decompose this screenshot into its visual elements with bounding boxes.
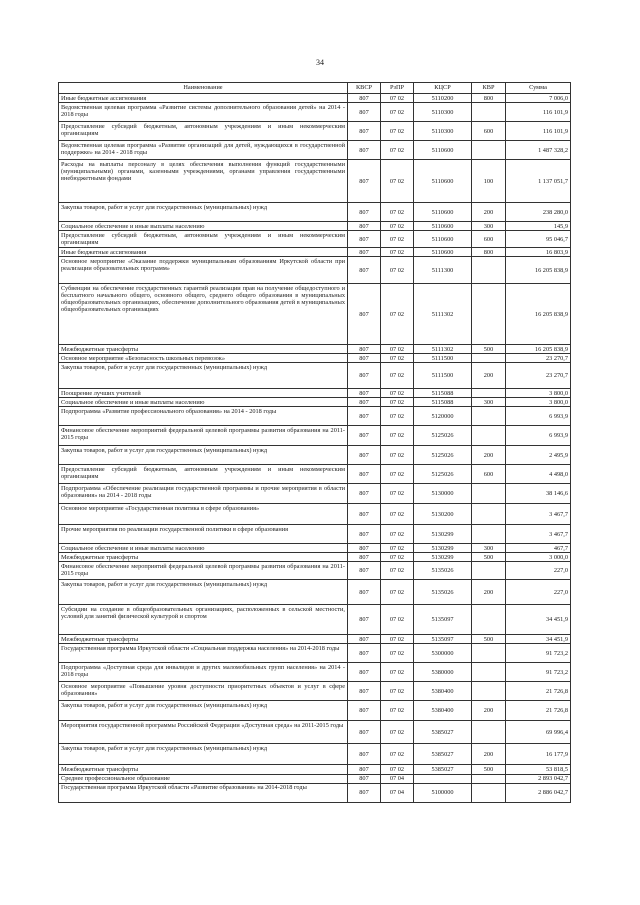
- cell-kvsr: 807: [348, 682, 381, 701]
- cell-rzpr: 07 02: [381, 553, 414, 562]
- cell-kvr: 500: [472, 553, 506, 562]
- cell-kcsr: 5111500: [414, 354, 472, 363]
- cell-name: Межбюджетные трансферты: [59, 635, 348, 644]
- cell-kvr: 500: [472, 765, 506, 774]
- table-row: [59, 94, 571, 103]
- cell-kcsr: 5110200: [414, 94, 472, 103]
- cell-rzpr: 07 02: [381, 345, 414, 354]
- table-row: [59, 644, 571, 663]
- cell-sum: 21 726,8: [506, 682, 571, 701]
- cell-sum: 16 205 838,9: [506, 257, 571, 284]
- cell-name: Ведомственная целевая программа «Развитие организаций для детей, нуждающихся в государственной поддержке» на 2014 - 2018 годы: [59, 141, 348, 160]
- table-row: [59, 721, 571, 744]
- cell-kvr: 200: [472, 580, 506, 605]
- cell-sum: 16 803,9: [506, 248, 571, 257]
- cell-rzpr: 07 02: [381, 562, 414, 580]
- cell-rzpr: 07 02: [381, 257, 414, 284]
- cell-kcsr: 5135097: [414, 605, 472, 635]
- cell-kvsr: 807: [348, 103, 381, 122]
- cell-kvsr: 807: [348, 389, 381, 398]
- cell-kvr: [472, 257, 506, 284]
- cell-rzpr: 07 02: [381, 203, 414, 222]
- cell-sum: 53 818,5: [506, 765, 571, 774]
- table-row: [59, 222, 571, 231]
- cell-kcsr: 5110300: [414, 103, 472, 122]
- table-row: [59, 426, 571, 446]
- cell-kvsr: 807: [348, 765, 381, 774]
- cell-name: Расходы на выплаты персоналу в целях обеспечения выполнения функций государственными (муниципальными) органами, казенными учреждениями, органами управления государственными внебюджетными фондами: [59, 160, 348, 203]
- cell-kvr: [472, 525, 506, 544]
- cell-kvr: [472, 644, 506, 663]
- cell-name: Закупка товаров, работ и услуг для государственных (муниципальных) нужд: [59, 744, 348, 765]
- cell-kcsr: 5115088: [414, 389, 472, 398]
- cell-kvr: 600: [472, 122, 506, 141]
- table-row: [59, 544, 571, 553]
- cell-kvsr: 807: [348, 122, 381, 141]
- cell-name: Закупка товаров, работ и услуг для государственных (муниципальных) нужд: [59, 203, 348, 222]
- cell-kvr: [472, 354, 506, 363]
- cell-kvsr: 807: [348, 345, 381, 354]
- cell-rzpr: 07 04: [381, 783, 414, 802]
- cell-name: Основное мероприятие «Безопасность школьных перевозок»: [59, 354, 348, 363]
- cell-rzpr: 07 02: [381, 765, 414, 774]
- header-rzpr: РзПР: [381, 83, 414, 94]
- header-sum: Сумма: [506, 83, 571, 94]
- cell-sum: 2 886 042,7: [506, 783, 571, 802]
- cell-sum: 16 205 838,9: [506, 345, 571, 354]
- cell-sum: 3 000,0: [506, 553, 571, 562]
- cell-kvsr: 807: [348, 663, 381, 682]
- cell-sum: 116 101,9: [506, 122, 571, 141]
- cell-kvsr: 807: [348, 257, 381, 284]
- cell-name: Подпрограмма «Доступная среда для инвалидов и других маломобильных групп населения» на 2014 - 2018 годы: [59, 663, 348, 682]
- header-name: Наименование: [59, 83, 348, 94]
- cell-sum: 145,9: [506, 222, 571, 231]
- cell-sum: 69 996,4: [506, 721, 571, 744]
- cell-sum: 1 487 328,2: [506, 141, 571, 160]
- table-row: [59, 141, 571, 160]
- cell-kcsr: 5135026: [414, 580, 472, 605]
- cell-kcsr: 5300000: [414, 644, 472, 663]
- cell-kvsr: 807: [348, 580, 381, 605]
- cell-sum: 2 495,9: [506, 446, 571, 465]
- cell-kvr: 200: [472, 446, 506, 465]
- cell-name: Предоставление субсидий бюджетным, автономным учреждениям и иным некоммерческим организациям: [59, 231, 348, 248]
- cell-sum: 16 205 838,9: [506, 284, 571, 345]
- cell-kvsr: 807: [348, 363, 381, 389]
- table-row: [59, 103, 571, 122]
- cell-kvr: [472, 484, 506, 504]
- cell-name: Финансовое обеспечение мероприятий федеральной целевой программы развития образования на 2011-2015 годы: [59, 562, 348, 580]
- cell-name: Среднее профессиональное образование: [59, 774, 348, 783]
- cell-kvr: 300: [472, 398, 506, 407]
- cell-kvr: 300: [472, 222, 506, 231]
- table-row: [59, 284, 571, 345]
- cell-kcsr: 5125026: [414, 446, 472, 465]
- cell-kvsr: 807: [348, 446, 381, 465]
- cell-kvr: 500: [472, 345, 506, 354]
- cell-kvr: [472, 682, 506, 701]
- cell-name: Государственная программа Иркутской области «Развитие образования» на 2014-2018 годы: [59, 783, 348, 802]
- cell-kcsr: 5110600: [414, 141, 472, 160]
- table-row: [59, 389, 571, 398]
- cell-kvsr: 807: [348, 774, 381, 783]
- cell-sum: 467,7: [506, 544, 571, 553]
- cell-rzpr: 07 02: [381, 284, 414, 345]
- cell-name: Межбюджетные трансферты: [59, 345, 348, 354]
- cell-name: Финансовое обеспечение мероприятий федеральной целевой программы развития образования на 2011-2015 годы: [59, 426, 348, 446]
- header-kvsr: КВСР: [348, 83, 381, 94]
- cell-kvr: 200: [472, 744, 506, 765]
- cell-kcsr: 5111302: [414, 284, 472, 345]
- cell-sum: 227,0: [506, 562, 571, 580]
- cell-kvsr: 807: [348, 562, 381, 580]
- table-row: [59, 446, 571, 465]
- cell-kcsr: 5130200: [414, 504, 472, 525]
- cell-kvsr: 807: [348, 407, 381, 426]
- cell-name: Социальное обеспечение и иные выплаты населению: [59, 544, 348, 553]
- cell-sum: 1 137 051,7: [506, 160, 571, 203]
- cell-kvsr: 807: [348, 398, 381, 407]
- cell-kvsr: 807: [348, 141, 381, 160]
- cell-kcsr: 5380000: [414, 663, 472, 682]
- cell-name: Государственная программа Иркутской области «Социальная поддержка населения» на 2014-2018 годы: [59, 644, 348, 663]
- cell-kvr: [472, 407, 506, 426]
- cell-name: Закупка товаров, работ и услуг для государственных (муниципальных) нужд: [59, 363, 348, 389]
- cell-kvr: [472, 504, 506, 525]
- cell-kcsr: 5110600: [414, 231, 472, 248]
- cell-rzpr: 07 02: [381, 544, 414, 553]
- table-row: [59, 465, 571, 484]
- cell-name: Закупка товаров, работ и услуг для государственных (муниципальных) нужд: [59, 701, 348, 721]
- cell-kvr: 600: [472, 465, 506, 484]
- cell-rzpr: 07 02: [381, 389, 414, 398]
- cell-kcsr: 5111500: [414, 363, 472, 389]
- cell-rzpr: 07 02: [381, 354, 414, 363]
- cell-rzpr: 07 02: [381, 525, 414, 544]
- cell-kvsr: 807: [348, 721, 381, 744]
- cell-kvr: 600: [472, 231, 506, 248]
- cell-kvr: [472, 426, 506, 446]
- cell-sum: 23 270,7: [506, 354, 571, 363]
- cell-kcsr: 5130299: [414, 544, 472, 553]
- cell-sum: 91 723,2: [506, 663, 571, 682]
- cell-kvr: [472, 103, 506, 122]
- cell-sum: 23 270,7: [506, 363, 571, 389]
- cell-rzpr: 07 02: [381, 94, 414, 103]
- cell-sum: 238 280,0: [506, 203, 571, 222]
- cell-rzpr: 07 02: [381, 701, 414, 721]
- cell-kvsr: 807: [348, 284, 381, 345]
- cell-name: Межбюджетные трансферты: [59, 553, 348, 562]
- cell-sum: 91 723,2: [506, 644, 571, 663]
- cell-sum: 6 993,9: [506, 426, 571, 446]
- cell-rzpr: 07 02: [381, 231, 414, 248]
- cell-kvsr: 807: [348, 222, 381, 231]
- cell-sum: 16 177,9: [506, 744, 571, 765]
- cell-kcsr: 5125026: [414, 426, 472, 446]
- cell-kcsr: 5111300: [414, 257, 472, 284]
- cell-name: Социальное обеспечение и иные выплаты населению: [59, 398, 348, 407]
- table-row: [59, 580, 571, 605]
- table-row: [59, 744, 571, 765]
- cell-kvr: 100: [472, 160, 506, 203]
- table-row: [59, 398, 571, 407]
- cell-sum: 34 451,9: [506, 605, 571, 635]
- cell-rzpr: 07 02: [381, 744, 414, 765]
- cell-rzpr: 07 02: [381, 682, 414, 701]
- cell-kcsr: [414, 774, 472, 783]
- cell-kcsr: 5111302: [414, 345, 472, 354]
- cell-rzpr: 07 02: [381, 644, 414, 663]
- cell-name: Прочие мероприятия по реализации государственной политики в сфере образования: [59, 525, 348, 544]
- cell-kvsr: 807: [348, 544, 381, 553]
- cell-kvsr: 807: [348, 160, 381, 203]
- cell-kvr: 200: [472, 363, 506, 389]
- cell-sum: 6 993,9: [506, 407, 571, 426]
- cell-name: Основное мероприятие «Повышение уровня доступности приоритетных объектов и услуг в сфере образования»: [59, 682, 348, 701]
- cell-rzpr: 07 02: [381, 465, 414, 484]
- cell-sum: 3 467,7: [506, 525, 571, 544]
- table-row: [59, 783, 571, 802]
- cell-kvr: [472, 562, 506, 580]
- cell-kvr: [472, 663, 506, 682]
- cell-name: Предоставление субсидий бюджетным, автономным учреждениям и иным некоммерческим организациям: [59, 122, 348, 141]
- cell-rzpr: 07 02: [381, 605, 414, 635]
- cell-kvsr: 807: [348, 426, 381, 446]
- table-row: [59, 484, 571, 504]
- cell-sum: 116 101,9: [506, 103, 571, 122]
- table-row: [59, 663, 571, 682]
- cell-kvsr: 807: [348, 203, 381, 222]
- table-row: [59, 635, 571, 644]
- cell-sum: 3 467,7: [506, 504, 571, 525]
- cell-kvsr: 807: [348, 635, 381, 644]
- table-body: [59, 94, 571, 803]
- cell-name: Субвенции на обеспечение государственных гарантий реализации прав на получение общедоступного и бесплатного начального общего, основного общего, среднего общего образования в муниципальных общеобразовательных организациях, обеспечение дополнительного образования детей в муниципальных общеобразовательных организациях: [59, 284, 348, 345]
- table-row: [59, 504, 571, 525]
- cell-rzpr: 07 02: [381, 721, 414, 744]
- cell-kcsr: 5385027: [414, 765, 472, 774]
- cell-rzpr: 07 02: [381, 103, 414, 122]
- cell-kcsr: 5380400: [414, 701, 472, 721]
- cell-kcsr: 5385027: [414, 721, 472, 744]
- cell-rzpr: 07 02: [381, 580, 414, 605]
- cell-rzpr: 07 02: [381, 635, 414, 644]
- header-kcsr: КЦСР: [414, 83, 472, 94]
- cell-sum: 7 006,0: [506, 94, 571, 103]
- cell-name: Подпрограмма «Обеспечение реализации государственной программы и прочие мероприятия в области образования» на 2014 - 2018 годы: [59, 484, 348, 504]
- cell-kvsr: 807: [348, 465, 381, 484]
- table-row: [59, 248, 571, 257]
- cell-rzpr: 07 02: [381, 484, 414, 504]
- table-row: [59, 765, 571, 774]
- cell-rzpr: 07 02: [381, 446, 414, 465]
- cell-kcsr: 5385027: [414, 744, 472, 765]
- cell-sum: 3 800,0: [506, 389, 571, 398]
- cell-kvr: 300: [472, 544, 506, 553]
- cell-kvsr: 807: [348, 701, 381, 721]
- cell-kvr: 800: [472, 94, 506, 103]
- cell-sum: 21 726,8: [506, 701, 571, 721]
- cell-name: Поощрение лучших учителей: [59, 389, 348, 398]
- cell-kvr: 500: [472, 635, 506, 644]
- cell-rzpr: 07 02: [381, 160, 414, 203]
- table-header-row: [59, 83, 571, 94]
- cell-kcsr: 5110300: [414, 122, 472, 141]
- cell-name: Ведомственная целевая программа «Развитие системы дополнительного образования детей» на 2014 - 2018 годы: [59, 103, 348, 122]
- table-row: [59, 354, 571, 363]
- cell-name: Закупка товаров, работ и услуг для государственных (муниципальных) нужд: [59, 446, 348, 465]
- cell-sum: 227,0: [506, 580, 571, 605]
- table-row: [59, 363, 571, 389]
- cell-kvr: [472, 783, 506, 802]
- cell-kvr: [472, 721, 506, 744]
- cell-kvr: [472, 605, 506, 635]
- page-number: 34: [316, 58, 324, 67]
- cell-kcsr: 5115088: [414, 398, 472, 407]
- cell-sum: 4 498,0: [506, 465, 571, 484]
- cell-kvsr: 807: [348, 605, 381, 635]
- cell-kvr: 200: [472, 701, 506, 721]
- cell-kvr: [472, 284, 506, 345]
- table-row: [59, 562, 571, 580]
- cell-kcsr: 5110600: [414, 222, 472, 231]
- cell-sum: 38 146,6: [506, 484, 571, 504]
- cell-kvr: [472, 141, 506, 160]
- cell-kcsr: 5100000: [414, 783, 472, 802]
- cell-name: Субсидии на создание в общеобразовательных организациях, расположенных в сельской местности, условий для занятий физической культурой и спортом: [59, 605, 348, 635]
- cell-name: Предоставление субсидий бюджетным, автономным учреждениям и иным некоммерческим организациям: [59, 465, 348, 484]
- cell-rzpr: 07 02: [381, 141, 414, 160]
- table-row: [59, 231, 571, 248]
- table-row: [59, 345, 571, 354]
- cell-kvsr: 807: [348, 504, 381, 525]
- table-row: [59, 774, 571, 783]
- cell-rzpr: 07 02: [381, 426, 414, 446]
- header-kvr: КВР: [472, 83, 506, 94]
- table-row: [59, 605, 571, 635]
- cell-kcsr: 5130299: [414, 553, 472, 562]
- cell-kvr: [472, 389, 506, 398]
- cell-kcsr: 5135026: [414, 562, 472, 580]
- cell-name: Межбюджетные трансферты: [59, 765, 348, 774]
- cell-name: Основное мероприятие «Государственная политика в сфере образования»: [59, 504, 348, 525]
- table-row: [59, 701, 571, 721]
- cell-kcsr: 5380400: [414, 682, 472, 701]
- cell-kvsr: 807: [348, 94, 381, 103]
- table-row: [59, 407, 571, 426]
- cell-name: Мероприятия государственной программы Российской Федерации «Доступная среда» на 2011-2015 годы: [59, 721, 348, 744]
- cell-rzpr: 07 04: [381, 774, 414, 783]
- cell-kvr: 800: [472, 248, 506, 257]
- cell-name: Иные бюджетные ассигнования: [59, 94, 348, 103]
- table-row: [59, 257, 571, 284]
- cell-kvsr: 807: [348, 644, 381, 663]
- cell-kcsr: 5110600: [414, 160, 472, 203]
- table-row: [59, 525, 571, 544]
- cell-sum: 95 046,7: [506, 231, 571, 248]
- cell-kcsr: 5130299: [414, 525, 472, 544]
- cell-name: Иные бюджетные ассигнования: [59, 248, 348, 257]
- cell-kvsr: 807: [348, 484, 381, 504]
- cell-kcsr: 5120000: [414, 407, 472, 426]
- cell-kcsr: 5130000: [414, 484, 472, 504]
- cell-kcsr: 5110600: [414, 248, 472, 257]
- table-row: [59, 553, 571, 562]
- cell-kvsr: 807: [348, 783, 381, 802]
- cell-kvsr: 807: [348, 744, 381, 765]
- budget-table: [58, 82, 571, 803]
- cell-rzpr: 07 02: [381, 363, 414, 389]
- cell-kvsr: 807: [348, 553, 381, 562]
- cell-name: Закупка товаров, работ и услуг для государственных (муниципальных) нужд: [59, 580, 348, 605]
- cell-kcsr: 5125026: [414, 465, 472, 484]
- cell-rzpr: 07 02: [381, 248, 414, 257]
- cell-kvsr: 807: [348, 354, 381, 363]
- cell-rzpr: 07 02: [381, 398, 414, 407]
- cell-name: Основное мероприятие «Оказание поддержки муниципальным образованиям Иркутской области при реализации образовательных программ»: [59, 257, 348, 284]
- cell-rzpr: 07 02: [381, 222, 414, 231]
- table-row: [59, 682, 571, 701]
- cell-kvr: 200: [472, 203, 506, 222]
- cell-name: Социальное обеспечение и иные выплаты населению: [59, 222, 348, 231]
- cell-kcsr: 5135097: [414, 635, 472, 644]
- cell-rzpr: 07 02: [381, 663, 414, 682]
- cell-kvsr: 807: [348, 525, 381, 544]
- table-row: [59, 122, 571, 141]
- cell-sum: 34 451,9: [506, 635, 571, 644]
- cell-rzpr: 07 02: [381, 504, 414, 525]
- cell-sum: 2 893 042,7: [506, 774, 571, 783]
- cell-kcsr: 5110600: [414, 203, 472, 222]
- table-row: [59, 203, 571, 222]
- table-row: [59, 160, 571, 203]
- cell-rzpr: 07 02: [381, 122, 414, 141]
- cell-kvsr: 807: [348, 231, 381, 248]
- cell-rzpr: 07 02: [381, 407, 414, 426]
- cell-name: Подпрограмма «Развитие профессионального образования» на 2014 - 2018 годы: [59, 407, 348, 426]
- cell-kvr: [472, 774, 506, 783]
- cell-kvsr: 807: [348, 248, 381, 257]
- cell-sum: 3 800,0: [506, 398, 571, 407]
